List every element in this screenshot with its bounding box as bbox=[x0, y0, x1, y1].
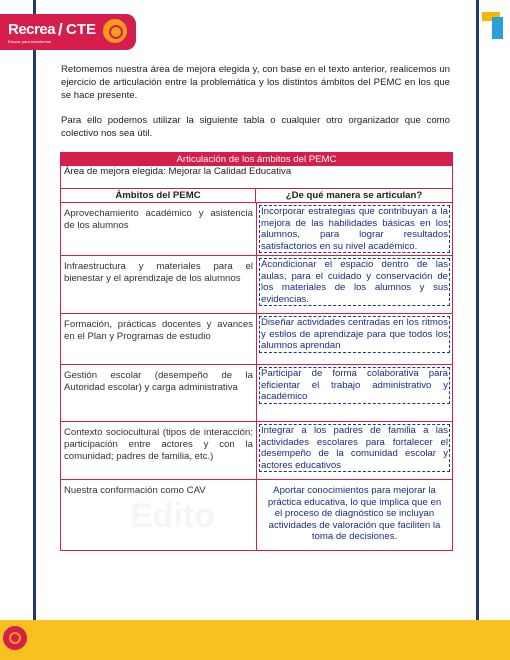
col-header-ambitos: Ámbitos del PEMC bbox=[61, 189, 256, 202]
logo-recrea-text: Recrea bbox=[8, 21, 56, 38]
table-row bbox=[61, 480, 452, 550]
ambito-cell: Contexto sociocultural (tipos de interacción; participación entre actores y con la comunidad; padres de familia, etc.) bbox=[61, 422, 257, 479]
ambito-cell: Infraestructura y materiales para el bienestar y el aprendizaje de los alumnos bbox=[61, 256, 257, 313]
logo-subtitle: Educar para transformar bbox=[8, 39, 52, 44]
answer-cell: Incorporar estrategias que contribuyan a la mejora de las habilidades básicas en los alumnos, para lograr resultados satisfactorios en su nivel académico. bbox=[261, 206, 448, 252]
answer-cell: Aportar conocimientos para mejorar la práctica educativa, lo que implica que en el proceso de diagnóstico se incluyan actividades de valoración que faciliten la toma de decisiones. bbox=[267, 485, 442, 542]
footer-band bbox=[0, 620, 510, 660]
table-row bbox=[61, 256, 452, 314]
table-row bbox=[61, 203, 452, 256]
instruction-paragraph: Para ello podemos utilizar la siguiente tabla o cualquier otro organizador que como colectivo nos sea útil. bbox=[61, 115, 450, 139]
corner-shapes-icon bbox=[482, 12, 506, 38]
table-header-row bbox=[61, 189, 452, 203]
answer-cell: Diseñar actividades centradas en los ritmos y estilos de aprendizaje para que todos los alumnos aprendan bbox=[261, 317, 448, 351]
improvement-area: Área de mejora elegida: Mejorar la Calidad Educativa bbox=[61, 166, 452, 189]
header-logo bbox=[0, 14, 136, 50]
ambito-cell: Formación, prácticas docentes y avances en el Plan y Programas de estudio bbox=[61, 314, 257, 364]
ambito-cell: Aprovechamiento académico y asistencia de los alumnos bbox=[61, 203, 257, 255]
ambito-cell: Gestión escolar (desempeño de la Autoridad escolar) y carga administrativa bbox=[61, 365, 257, 421]
logo-cte-text: CTE bbox=[66, 21, 96, 38]
spiral-logo-icon bbox=[103, 19, 127, 43]
table-row bbox=[61, 365, 452, 422]
footer-logo-icon bbox=[3, 626, 27, 650]
watermark: Edito bbox=[130, 497, 215, 535]
table-row bbox=[61, 422, 452, 480]
intro-paragraph: Retomemos nuestra área de mejora elegida y, con base en el texto anterior, realicemos un ejercicio de articulación entre la problemática y los distintos ámbitos del PEMC en los que se hace presente. bbox=[61, 64, 450, 101]
answer-cell: Integrar a los padres de familia a las actividades escolares para fortalecer el desempeño de la comunidad escolar y actores educativos bbox=[261, 425, 448, 471]
answer-cell: Participar de forma colaborativa para eficientar el trabajo administrativo y académico bbox=[261, 368, 448, 402]
table-title: Articulación de los ámbitos del PEMC bbox=[61, 153, 452, 166]
ambito-cell: Nuestra conformación como CAV bbox=[61, 480, 257, 550]
left-border-line bbox=[33, 0, 36, 632]
pemc-articulation-table bbox=[60, 152, 453, 551]
col-header-articulacion: ¿De qué manera se articulan? bbox=[285, 190, 423, 201]
logo-separator: / bbox=[58, 20, 63, 39]
table-row bbox=[61, 314, 452, 365]
right-border-line bbox=[476, 0, 479, 632]
answer-cell: Acondicionar el espacio dentro de las aulas, para el cuidado y conservación de los materiales de los alumnos y sus evidencias. bbox=[261, 259, 448, 305]
